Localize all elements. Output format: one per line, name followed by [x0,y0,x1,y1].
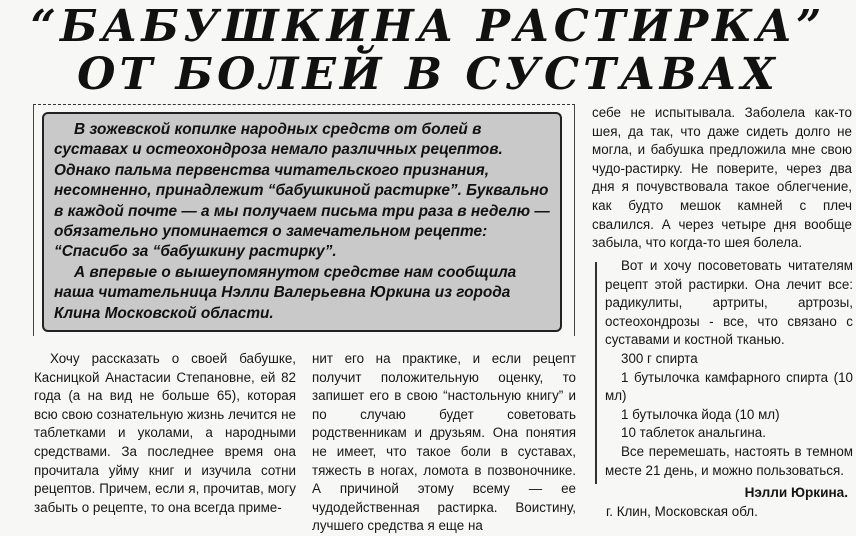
recipe-intro: Вот и хочу посоветовать читателям рецепт этой растирки. Она лечит все: радикулиты, артриты, артрозы, остеохондрозы - все, что связано с суставами и костной тканью. [605,258,853,348]
column-rule [595,262,597,484]
body-paragraph: нит его на практике, и если рецепт получит положительную оценку, то запишет его в свою “настольную книгу” и по случаю будет советовать родственникам и друзьям. Она понятия не имеет, что такое боли в суставах, тяжесть в ногах, ломота в позвоночнике. А причиной этому всему — ее чудодейственная растирка. Воистину, лучшего средства я еще на [312,351,576,534]
ingredient-item: 1 бутылочка камфарного спирта (10 мл) [605,369,853,404]
ingredient-item: 300 г спирта [621,350,698,366]
recipe-instructions: Все перемешать, настоять в темном месте 21 день, и можно пользоваться. [605,443,853,478]
lead-paragraph: В зожевской копилке народных средств от болей в суставах и остеохондроза немало различных рецептов. Однако пальма первенства читательского признания, несомненно, принадлежит “бабушкиной растирке”. Буквально в каждой почте — а мы получаем письма три раза в неделю — обязательно упоминается о замечательном рецепте: “Спасибо за “бабушкину растирку”. [54,121,550,261]
body-paragraph: себе не испытывала. Заболела как-то шея, да так, что даже сидеть долго не могла, и бабушка предложила мне свою чудо-растирку. Не поверите, через два дня я почувствовала такое облегчение, как будто мешок камней с плеч свалился. А через четыре дня вообще забыла, что когда-то шея болела. [592,105,852,251]
lead-box [42,112,562,332]
author-location: г. Клин, Московская обл. [606,504,758,519]
text-column-1 [34,350,296,517]
lead-paragraph: А впервые о вышеупомянутом средстве нам сообщила наша читательница Нэлли Валерьевна Юркина из города Клина Московской области. [54,263,517,322]
body-paragraph: Хочу рассказать о своей бабушке, Касницкой Анастасии Степановне, ей 82 года (а на вид не больше 65), которая всю свою сознательную жизнь лечится не таблетками и уколами, а народными средствами. За последнее время она прочитала уйму книг и изучила сотни рецептов. Причем, если я, прочитав, могу забыть о рецепте, то она всегда приме- [34,351,296,515]
text-column-3-recipe [605,257,853,480]
author-signature: Нэлли Юркина. [744,485,848,500]
ingredient-item: 10 таблеток анальгина. [621,425,766,441]
ingredient-item: 1 бутылочка йода (10 мл) [621,406,780,422]
article-headline [0,0,856,104]
headline-line-1: “БАБУШКИНА РАСТИРКА” [30,1,826,52]
headline-line-2: ОТ БОЛЕЙ В СУСТАВАХ [77,49,779,100]
text-column-2 [312,350,576,536]
text-column-3-top [592,104,852,253]
